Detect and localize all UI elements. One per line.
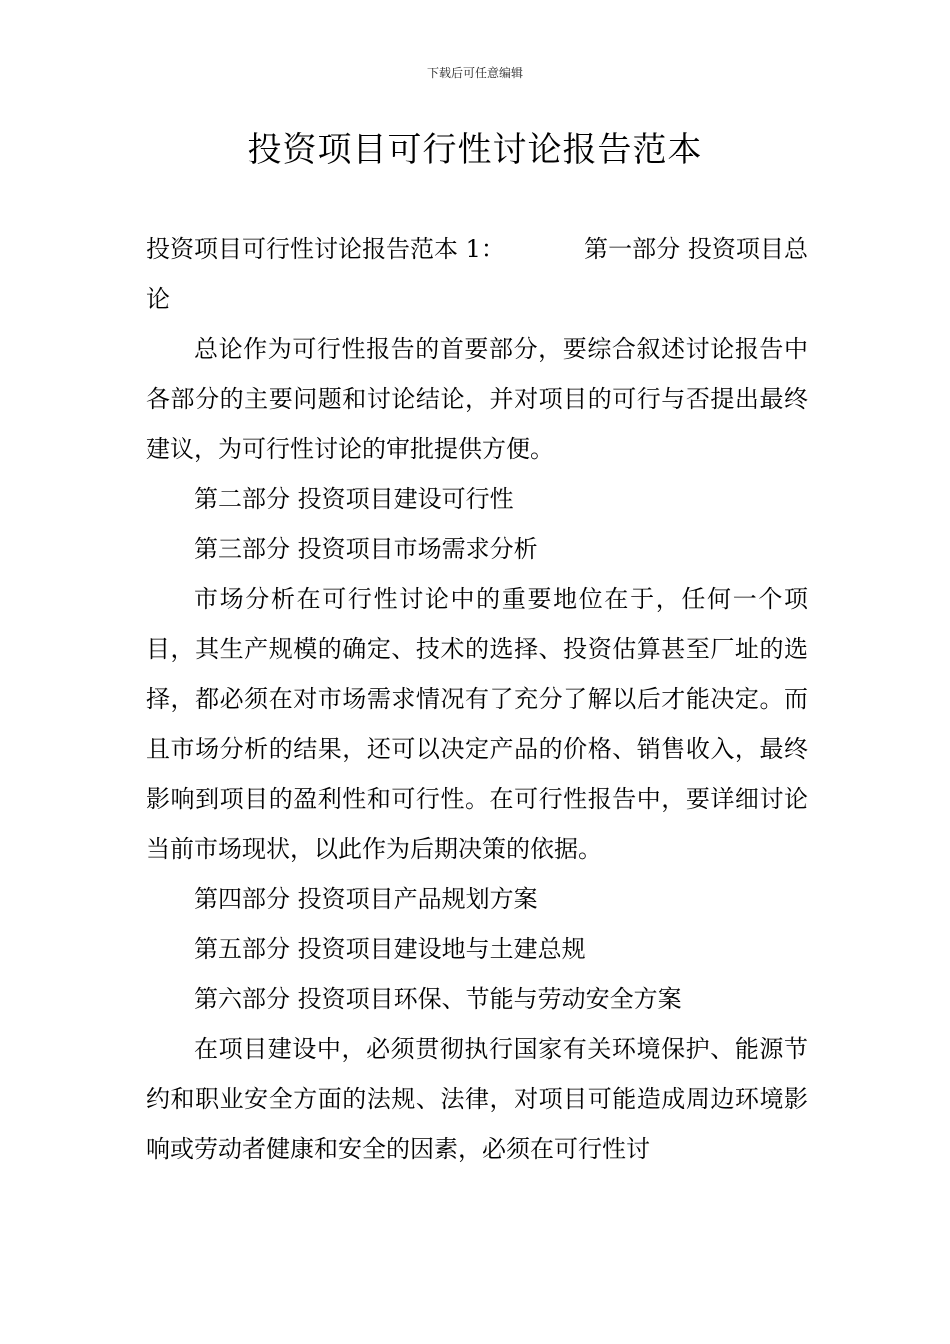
paragraph-summary: 总论作为可行性报告的首要部分，要综合叙述讨论报告中各部分的主要问题和讨论结论，并对项目的可行与否提出最终建议，为可行性讨论的审批提供方便。 xyxy=(146,335,808,463)
intro-heading: 第一部分 投资项目总论 xyxy=(146,235,808,313)
section-heading-2: 第二部分 投资项目建设可行性 xyxy=(194,485,514,513)
document-body xyxy=(146,224,808,1174)
paragraph-market-analysis: 市场分析在可行性讨论中的重要地位在于，任何一个项目，其生产规模的确定、技术的选择、投资估算甚至厂址的选择，都必须在对市场需求情况有了充分了解以后才能决定。而且市场分析的结果，还可以决定产品的价格、销售收入，最终影响到项目的盈利性和可行性。在可行性报告中，要详细讨论当前市场现状，以此作为后期决策的依据。 xyxy=(146,585,808,863)
document-title: 投资项目可行性讨论报告范本 xyxy=(247,130,703,170)
header-note: 下载后可任意编辑 xyxy=(426,66,523,80)
intro-label: 投资项目可行性讨论报告范本 1： xyxy=(146,235,505,263)
section-heading-5: 第五部分 投资项目建设地与土建总规 xyxy=(194,935,586,963)
section-heading-3: 第三部分 投资项目市场需求分析 xyxy=(194,535,538,563)
intro-paragraph xyxy=(146,224,808,324)
paragraph-environment: 在项目建设中，必须贯彻执行国家有关环境保护、能源节约和职业安全方面的法规、法律，对项目可能造成周边环境影响或劳动者健康和安全的因素，必须在可行性讨 xyxy=(146,1035,808,1163)
section-heading-4: 第四部分 投资项目产品规划方案 xyxy=(194,885,538,913)
section-heading-6: 第六部分 投资项目环保、节能与劳动安全方案 xyxy=(194,985,682,1013)
